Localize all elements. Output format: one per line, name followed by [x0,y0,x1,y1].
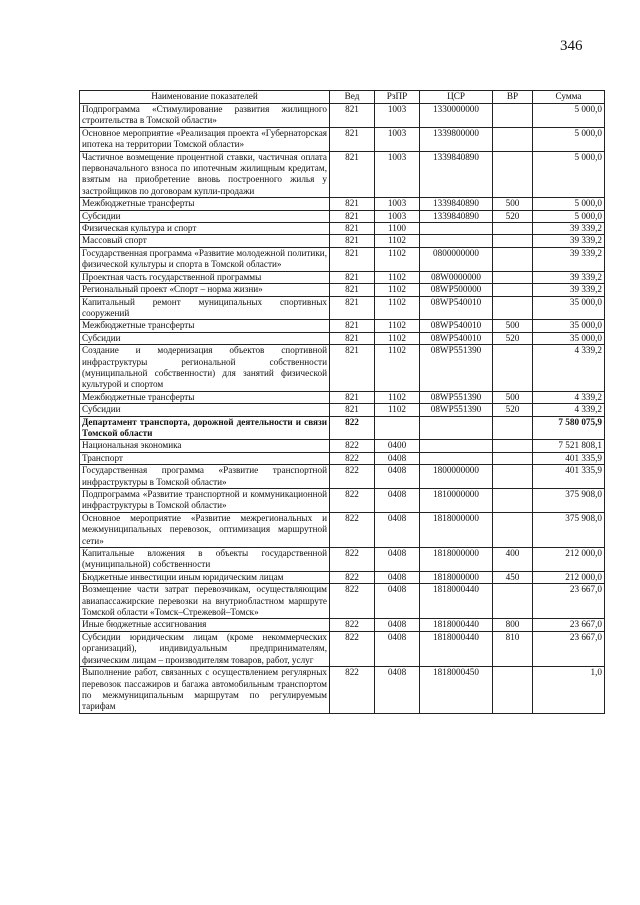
table-row [80,452,605,464]
cell-ved: 821 [330,296,375,320]
cell-name: Выполнение работ, связанных с осуществлением регулярных перевозок пассажиров и багажа автомобильным транспортом по межмуниципальным маршрутам по регулируемым тарифам [80,667,330,714]
cell-sum: 39 339,2 [533,235,605,247]
cell-sum: 35 000,0 [533,320,605,332]
cell-ved: 821 [330,345,375,392]
cell-rzpr: 0408 [375,465,420,489]
cell-rzpr: 1003 [375,104,420,128]
cell-rzpr: 1102 [375,296,420,320]
cell-vr [493,271,533,283]
cell-ved: 822 [330,512,375,547]
cell-ved: 821 [330,210,375,222]
cell-sum: 4 339,2 [533,404,605,416]
table-row [80,151,605,198]
cell-csr [420,452,493,464]
cell-ved: 822 [330,489,375,513]
cell-rzpr: 1102 [375,271,420,283]
cell-vr [493,296,533,320]
cell-rzpr: 1100 [375,223,420,235]
cell-vr [493,151,533,198]
cell-ved: 821 [330,247,375,271]
cell-vr: 500 [493,391,533,403]
table-row [80,584,605,619]
header-vr: ВР [493,91,533,104]
cell-vr [493,489,533,513]
cell-ved: 822 [330,584,375,619]
table-row [80,235,605,247]
page-number: 346 [560,38,583,54]
cell-name: Физическая культура и спорт [80,223,330,235]
header-rzpr: РзПР [375,91,420,104]
table-row [80,440,605,452]
cell-csr [420,416,493,440]
cell-ved: 822 [330,667,375,714]
cell-ved: 821 [330,332,375,344]
cell-ved: 821 [330,127,375,151]
cell-vr [493,235,533,247]
cell-rzpr: 0408 [375,489,420,513]
cell-ved: 822 [330,440,375,452]
table-row [80,512,605,547]
table-row [80,619,605,631]
table-row [80,489,605,513]
cell-name: Иные бюджетные ассигнования [80,619,330,631]
cell-rzpr: 1003 [375,151,420,198]
cell-ved: 821 [330,198,375,210]
cell-name: Государственная программа «Развитие молодежной политики, физической культуры и спорта в Томской области» [80,247,330,271]
cell-sum: 212 000,0 [533,571,605,583]
cell-sum: 7 521 808,1 [533,440,605,452]
cell-csr: 1818000000 [420,571,493,583]
cell-sum: 5 000,0 [533,104,605,128]
cell-rzpr: 0408 [375,667,420,714]
cell-ved: 822 [330,416,375,440]
cell-csr: 0800000000 [420,247,493,271]
cell-vr [493,223,533,235]
cell-name: Проектная часть государственной программы [80,271,330,283]
cell-rzpr: 1102 [375,247,420,271]
table-row [80,247,605,271]
cell-csr: 1818000000 [420,548,493,572]
cell-ved: 822 [330,631,375,666]
cell-csr: 1339800000 [420,127,493,151]
cell-csr: 1339840890 [420,151,493,198]
cell-ved: 821 [330,391,375,403]
header-sum: Сумма [533,91,605,104]
cell-vr: 810 [493,631,533,666]
table-row [80,210,605,222]
cell-vr [493,667,533,714]
cell-name: Межбюджетные трансферты [80,320,330,332]
cell-ved: 821 [330,151,375,198]
cell-csr: 1800000000 [420,465,493,489]
cell-csr: 08WP540010 [420,332,493,344]
cell-name: Субсидии [80,332,330,344]
table-row [80,223,605,235]
table-row [80,465,605,489]
cell-name: Массовый спорт [80,235,330,247]
cell-csr: 08WP551390 [420,404,493,416]
cell-rzpr: 1102 [375,345,420,392]
cell-name: Субсидии юридическим лицам (кроме некоммерческих организаций), индивидуальным предпринимателям, физическим лицам – производителям товаров, работ, услуг [80,631,330,666]
cell-name: Субсидии [80,210,330,222]
cell-csr: 08WP540010 [420,320,493,332]
cell-vr [493,512,533,547]
cell-rzpr: 0408 [375,571,420,583]
table-row [80,127,605,151]
cell-vr [493,284,533,296]
cell-ved: 822 [330,619,375,631]
cell-vr [493,440,533,452]
cell-sum: 7 580 075,9 [533,416,605,440]
cell-sum: 375 908,0 [533,489,605,513]
header-name: Наименование показателей [80,91,330,104]
cell-name: Межбюджетные трансферты [80,391,330,403]
table-row [80,320,605,332]
cell-csr: 1339840890 [420,198,493,210]
cell-vr: 800 [493,619,533,631]
cell-ved: 821 [330,104,375,128]
table-row [80,284,605,296]
header-csr: ЦСР [420,91,493,104]
cell-rzpr: 1003 [375,127,420,151]
table-row [80,631,605,666]
cell-csr: 08WP500000 [420,284,493,296]
cell-name: Государственная программа «Развитие транспортной инфраструктуры в Томской области» [80,465,330,489]
cell-rzpr [375,416,420,440]
cell-ved: 821 [330,320,375,332]
cell-vr: 520 [493,404,533,416]
cell-ved: 821 [330,404,375,416]
cell-csr: 1339840890 [420,210,493,222]
cell-name: Бюджетные инвестиции иным юридическим лицам [80,571,330,583]
cell-vr [493,584,533,619]
cell-name: Капитальный ремонт муниципальных спортивных сооружений [80,296,330,320]
cell-sum: 401 335,9 [533,465,605,489]
header-ved: Вед [330,91,375,104]
cell-vr: 500 [493,198,533,210]
cell-vr [493,452,533,464]
cell-sum: 23 667,0 [533,619,605,631]
cell-sum: 4 339,2 [533,345,605,392]
cell-rzpr: 0408 [375,584,420,619]
cell-csr [420,440,493,452]
cell-rzpr: 1102 [375,320,420,332]
table-row [80,571,605,583]
cell-ved: 822 [330,465,375,489]
cell-name: Возмещение части затрат перевозчикам, осуществляющим авиапассажирские перевозки на внутриобластном маршруте Томской области «Томск–Стрежевой–Томск» [80,584,330,619]
cell-ved: 822 [330,452,375,464]
cell-name: Создание и модернизация объектов спортивной инфраструктуры региональной собственности (муниципальной собственности) для занятий физической культурой и спортом [80,345,330,392]
cell-csr: 1818000440 [420,631,493,666]
table-row [80,391,605,403]
cell-vr: 400 [493,548,533,572]
cell-csr: 1818000450 [420,667,493,714]
cell-rzpr: 0408 [375,512,420,547]
cell-name: Основное мероприятие «Реализация проекта «Губернаторская ипотека на территории Томской области» [80,127,330,151]
cell-name: Субсидии [80,404,330,416]
table-row [80,332,605,344]
cell-sum: 35 000,0 [533,296,605,320]
cell-name: Частичное возмещение процентной ставки, частичная оплата первоначального взноса по ипотечным жилищным кредитам, взятым на приобретение вновь построенного жилья у застройщиков по договорам купли-продажи [80,151,330,198]
cell-sum: 1,0 [533,667,605,714]
table-row [80,404,605,416]
cell-sum: 5 000,0 [533,210,605,222]
cell-rzpr: 1102 [375,332,420,344]
cell-ved: 822 [330,548,375,572]
cell-name: Национальная экономика [80,440,330,452]
cell-sum: 39 339,2 [533,223,605,235]
cell-name: Транспорт [80,452,330,464]
table-row [80,548,605,572]
table-row [80,416,605,440]
cell-rzpr: 1102 [375,391,420,403]
cell-csr: 08WP540010 [420,296,493,320]
cell-sum: 375 908,0 [533,512,605,547]
cell-vr [493,416,533,440]
cell-rzpr: 1102 [375,404,420,416]
table-row [80,345,605,392]
cell-sum: 23 667,0 [533,631,605,666]
cell-ved: 821 [330,235,375,247]
cell-rzpr: 0408 [375,631,420,666]
cell-vr [493,127,533,151]
cell-sum: 401 335,9 [533,452,605,464]
cell-csr: 1810000000 [420,489,493,513]
cell-rzpr: 1003 [375,210,420,222]
cell-csr: 1818000000 [420,512,493,547]
cell-csr: 08WP551390 [420,345,493,392]
cell-sum: 5 000,0 [533,198,605,210]
cell-sum: 5 000,0 [533,151,605,198]
cell-sum: 5 000,0 [533,127,605,151]
cell-csr: 08W0000000 [420,271,493,283]
cell-ved: 821 [330,284,375,296]
cell-name: Основное мероприятие «Развитие межрегиональных и межмуниципальных перевозок, оптимизация маршрутной сети» [80,512,330,547]
cell-ved: 821 [330,223,375,235]
cell-rzpr: 0408 [375,548,420,572]
table-body [80,104,605,714]
table-row [80,667,605,714]
cell-ved: 822 [330,571,375,583]
cell-sum: 35 000,0 [533,332,605,344]
cell-vr: 450 [493,571,533,583]
table-row [80,198,605,210]
cell-sum: 4 339,2 [533,391,605,403]
cell-csr: 08WP551390 [420,391,493,403]
cell-vr [493,465,533,489]
cell-vr: 520 [493,332,533,344]
cell-name: Подпрограмма «Стимулирование развития жилищного строительства в Томской области» [80,104,330,128]
table-row [80,296,605,320]
cell-vr [493,247,533,271]
cell-rzpr: 1102 [375,235,420,247]
table-header-row [80,91,605,104]
cell-csr: 1818000440 [420,619,493,631]
table-row [80,271,605,283]
table-row [80,104,605,128]
cell-name: Межбюджетные трансферты [80,198,330,210]
cell-rzpr: 0408 [375,452,420,464]
cell-vr: 500 [493,320,533,332]
cell-rzpr: 1102 [375,284,420,296]
cell-rzpr: 0408 [375,619,420,631]
cell-csr [420,223,493,235]
cell-sum: 212 000,0 [533,548,605,572]
budget-table [79,90,605,714]
cell-rzpr: 0400 [375,440,420,452]
cell-csr: 1818000440 [420,584,493,619]
cell-name: Департамент транспорта, дорожной деятельности и связи Томской области [80,416,330,440]
cell-rzpr: 1003 [375,198,420,210]
cell-sum: 39 339,2 [533,247,605,271]
cell-sum: 23 667,0 [533,584,605,619]
cell-vr: 520 [493,210,533,222]
cell-name: Региональный проект «Спорт – норма жизни» [80,284,330,296]
cell-vr [493,345,533,392]
cell-sum: 39 339,2 [533,284,605,296]
cell-ved: 821 [330,271,375,283]
cell-csr [420,235,493,247]
cell-sum: 39 339,2 [533,271,605,283]
cell-vr [493,104,533,128]
cell-name: Подпрограмма «Развитие транспортной и коммуникационной инфраструктуры в Томской области» [80,489,330,513]
cell-csr: 1330000000 [420,104,493,128]
cell-name: Капитальные вложения в объекты государственной (муниципальной) собственности [80,548,330,572]
